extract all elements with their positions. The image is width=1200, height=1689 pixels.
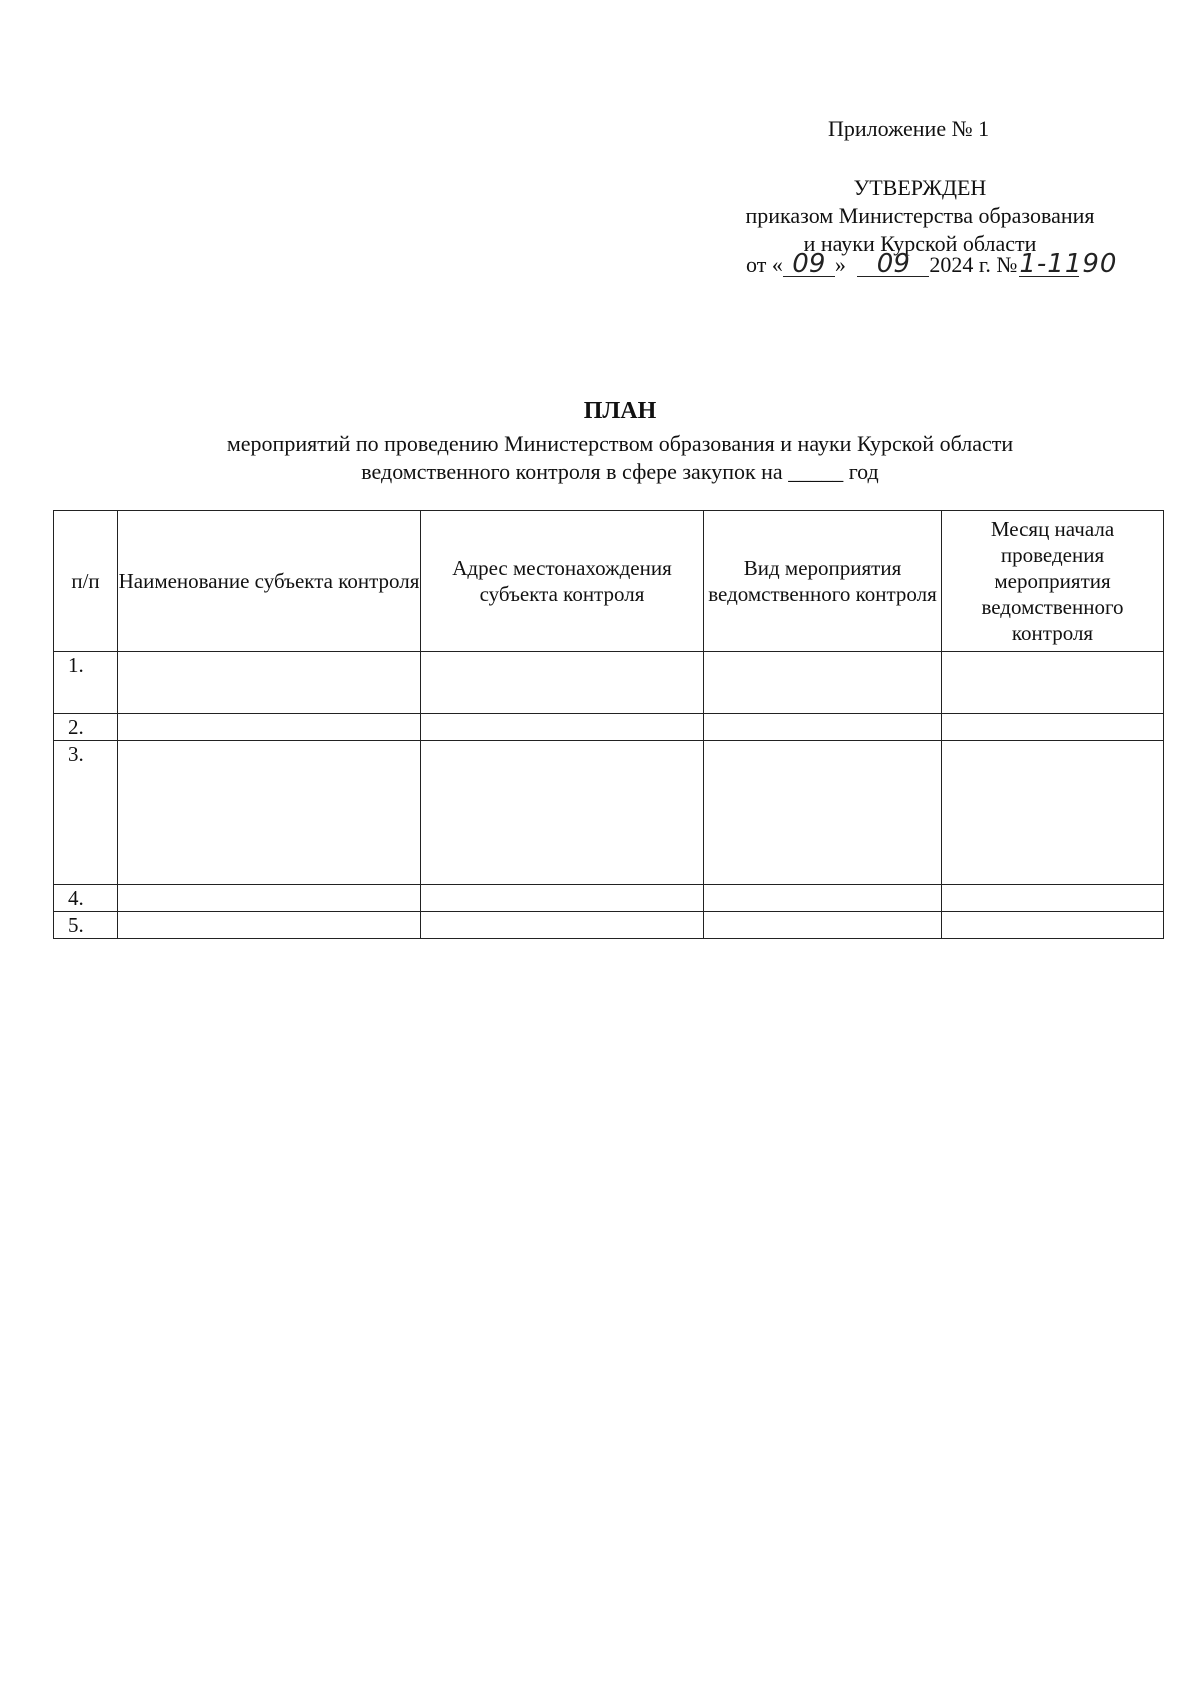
row-number: 1. — [54, 652, 118, 714]
document-subtitle — [0, 430, 1200, 486]
table-cell — [421, 741, 704, 885]
table-cell — [704, 912, 942, 939]
subtitle-line-2: ведомственного контроля в сфере закупок на _____ год — [361, 459, 879, 484]
date-mid: » — [834, 252, 846, 277]
table-cell — [421, 912, 704, 939]
table-row — [54, 714, 1164, 741]
document-title: ПЛАН — [583, 398, 657, 424]
order-date-line — [746, 249, 1118, 279]
year-and-number-label: 2024 г. № — [929, 252, 1018, 277]
table-cell — [704, 885, 942, 912]
approval-block — [700, 174, 1140, 258]
approval-title: УТВЕРЖДЕН — [853, 175, 987, 200]
table-row — [54, 912, 1164, 939]
column-header-number: п/п — [54, 511, 118, 652]
appendix-label: Приложение № 1 — [828, 116, 990, 141]
table-cell — [118, 652, 421, 714]
table-cell — [704, 652, 942, 714]
table-cell — [704, 714, 942, 741]
table-cell — [118, 885, 421, 912]
row-number: 2. — [54, 714, 118, 741]
table-cell — [118, 912, 421, 939]
table-row — [54, 741, 1164, 885]
table-cell — [118, 741, 421, 885]
date-prefix: от « — [746, 252, 783, 277]
table-cell — [942, 652, 1164, 714]
handwritten-day: 09 — [783, 252, 835, 277]
table-row — [54, 885, 1164, 912]
column-header-start-month: Месяц начала проведения мероприятия ведомственного контроля — [942, 511, 1164, 652]
row-number: 4. — [54, 885, 118, 912]
handwritten-order-number: 1-1190 — [1019, 249, 1118, 279]
approval-line-1: приказом Министерства образования — [745, 203, 1095, 228]
table-cell — [421, 714, 704, 741]
table-header-row — [54, 511, 1164, 652]
table-cell — [942, 714, 1164, 741]
row-number: 3. — [54, 741, 118, 885]
table-cell — [942, 912, 1164, 939]
table-cell — [942, 741, 1164, 885]
plan-table — [53, 510, 1164, 939]
row-number: 5. — [54, 912, 118, 939]
table-cell — [704, 741, 942, 885]
table-row — [54, 652, 1164, 714]
subtitle-line-1: мероприятий по проведению Министерством образования и науки Курской области — [226, 431, 1014, 456]
column-header-control-type: Вид мероприятия ведомственного контроля — [704, 511, 942, 652]
column-header-subject-address: Адрес местонахождения субъекта контроля — [421, 511, 704, 652]
table-cell — [942, 885, 1164, 912]
handwritten-month: 09 — [857, 252, 929, 277]
approval-line-2: и науки Курской области — [803, 231, 1037, 256]
column-header-subject-name: Наименование субъекта контроля — [118, 511, 421, 652]
table-cell — [421, 652, 704, 714]
table-cell — [118, 714, 421, 741]
table-cell — [421, 885, 704, 912]
